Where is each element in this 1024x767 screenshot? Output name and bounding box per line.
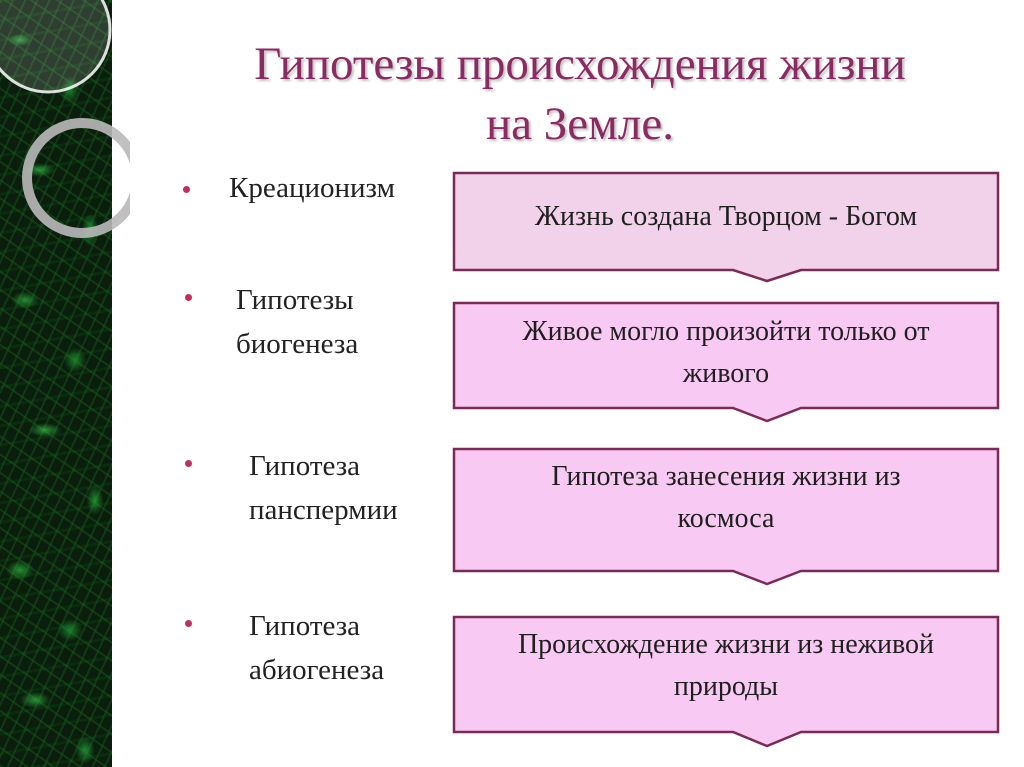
hypothesis-label-line: панспермии	[249, 494, 398, 526]
hypothesis-label-line: биогенеза	[236, 328, 359, 360]
definition-text-line: Жизнь создана Творцом - Богом	[534, 201, 918, 232]
bullet-icon	[185, 460, 192, 467]
bullet-icon	[183, 186, 190, 193]
hypothesis-label-line: Гипотеза	[249, 610, 361, 642]
hypothesis-label-biogenesis	[236, 278, 358, 366]
definition-text-line: живого	[682, 358, 770, 389]
definition-text	[453, 311, 999, 395]
decorative-rings	[0, 0, 130, 260]
definition-box-panspermia	[453, 448, 999, 588]
definition-text-line: Гипотеза занесения жизни из	[551, 461, 901, 492]
hypothesis-label-line: Креационизм	[229, 172, 395, 204]
definition-text	[453, 624, 999, 708]
slide-title	[150, 34, 1010, 154]
hypothesis-label-abiogenesis	[249, 604, 384, 692]
slide-title-line-2: на Земле.	[486, 98, 674, 150]
hypothesis-label-line: абиогенеза	[249, 654, 385, 686]
definition-text-line: природы	[673, 671, 779, 702]
hypothesis-label-creationism	[229, 166, 395, 210]
definition-text	[453, 456, 999, 540]
hypothesis-label-line: Гипотеза	[249, 450, 361, 482]
hypothesis-label-line: Гипотезы	[236, 284, 354, 316]
definition-text-line: Живое могло произойти только от	[522, 316, 930, 347]
hypothesis-label-panspermia	[249, 444, 398, 532]
slide-title-line-1: Гипотезы происхождения жизни	[254, 38, 906, 90]
definition-text-line: Происхождение жизни из неживой	[517, 629, 935, 660]
bullet-icon	[185, 294, 192, 301]
bullet-icon	[185, 620, 192, 627]
definition-text-line: космоса	[677, 503, 775, 534]
definition-box-abiogenesis	[453, 616, 999, 750]
definition-box-biogenesis	[453, 302, 999, 424]
definition-box-creationism	[453, 172, 999, 284]
definition-text	[453, 196, 999, 238]
